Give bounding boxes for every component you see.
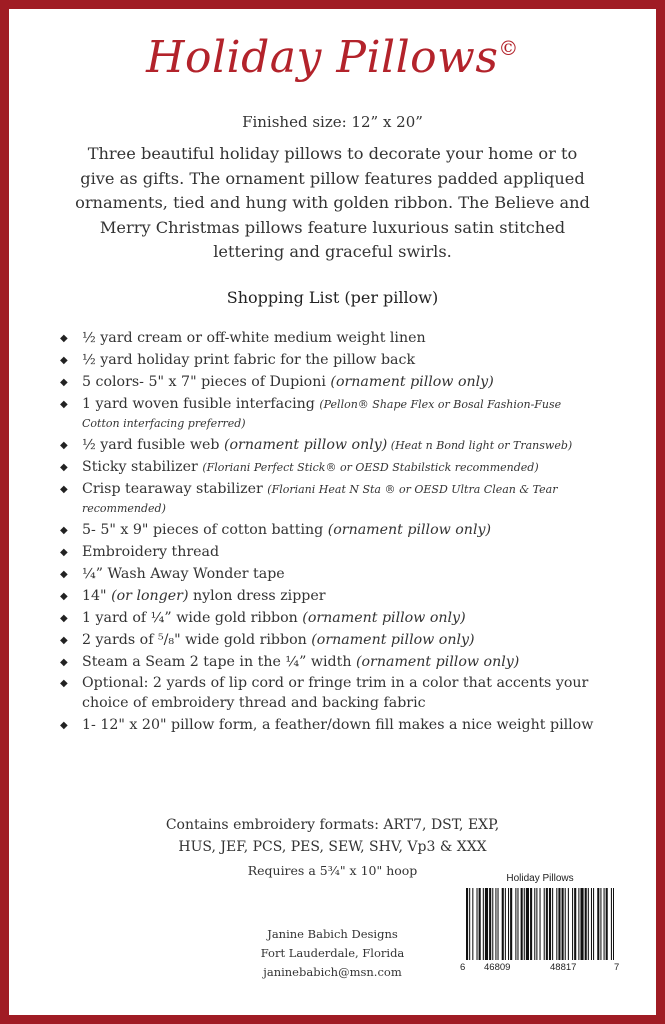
list-item — [60, 565, 600, 585]
item-text: Optional: 2 yards of lip cord or fringe trim in a color that accents your choice of embroidery thread and backing fabric — [82, 675, 589, 711]
barcode-digit-group-2: 48817 — [550, 962, 577, 973]
bullet-icon: ◆ — [60, 333, 68, 344]
bullet-icon: ◆ — [60, 678, 68, 690]
item-emphasis: (ornament pillow only) — [330, 373, 494, 390]
bullet-icon: ◆ — [60, 354, 68, 366]
description: Three beautiful holiday pillows to decorate your home or to give as gifts. The ornament pillow features padded appliqued ornaments, tied and hung with golden ribbon. The Believe and Merry Christmas pillows feature luxurious satin stitched lettering and graceful swirls. — [75, 144, 590, 261]
barcode-digit-4: 7 — [614, 962, 620, 973]
item-text: 5- 5" x 9" pieces of cotton batting — [82, 522, 328, 539]
barcode-bar — [613, 888, 614, 960]
item-note: (Pellon® Shape Flex or Bosal Fashion-Fuse Cotton interfacing preferred) — [82, 397, 562, 431]
barcode-bar — [588, 888, 589, 960]
barcode-bar — [536, 888, 537, 960]
barcode-bar — [540, 888, 541, 960]
list-item — [60, 543, 600, 563]
barcode-bar — [502, 888, 504, 960]
barcode-bar — [515, 888, 516, 960]
bullet-icon: ◆ — [60, 547, 68, 559]
list-item — [60, 480, 600, 519]
barcode-bar — [526, 888, 529, 960]
hoop-requirement: Requires a 5¾" x 10" hoop — [247, 863, 418, 878]
list-item — [60, 674, 600, 713]
barcode — [462, 870, 618, 985]
list-item — [60, 653, 600, 673]
list-item — [60, 351, 600, 371]
item-text: ¼” Wash Away Wonder tape — [82, 566, 285, 583]
barcode-bar — [530, 888, 532, 960]
item-text: Crisp tearaway stabilizer — [82, 480, 268, 497]
list-item — [60, 436, 600, 456]
barcode-bar — [568, 888, 569, 960]
list-item — [60, 631, 600, 651]
item-text: Embroidery thread — [82, 544, 220, 561]
item-note: (Heat n Bond light or Transweb) — [387, 439, 573, 453]
barcode-bar — [611, 888, 612, 960]
barcode-bar — [546, 888, 548, 960]
item-text: 5 colors- 5" x 7" pieces of Dupioni — [82, 373, 331, 390]
barcode-bar — [521, 888, 523, 960]
item-emphasis: (ornament pillow only) — [355, 653, 520, 670]
barcode-bar — [498, 888, 499, 960]
copyright-mark: © — [498, 36, 519, 60]
bullet-icon: ◆ — [60, 461, 68, 473]
barcode-bar — [578, 888, 579, 960]
formats-line-2: HUS, JEF, PCS, PES, SEW, SHV, Vp3 & XXX — [178, 839, 487, 855]
barcode-bar — [552, 888, 553, 960]
item-text: Sticky stabilizer — [82, 458, 203, 475]
item-emphasis: (ornament pillow only) — [311, 631, 475, 648]
bullet-icon: ◆ — [60, 656, 68, 668]
bullet-icon: ◆ — [60, 569, 68, 581]
barcode-bar — [472, 888, 473, 960]
barcode-bar — [585, 888, 587, 960]
barcode-bar — [558, 888, 560, 960]
barcode-bar — [572, 888, 573, 960]
list-item — [60, 587, 600, 607]
barcode-bar — [562, 888, 564, 960]
barcode-bar — [534, 888, 535, 960]
barcode-bar — [479, 888, 481, 960]
bullet-icon: ◆ — [60, 719, 68, 731]
barcode-bar — [580, 888, 583, 960]
item-text-after: nylon dress zipper — [188, 587, 326, 604]
item-text: 14" — [82, 587, 112, 604]
item-text: 2 yards of ⁵/₈" wide gold ribbon — [82, 631, 312, 648]
barcode-bar — [489, 888, 491, 960]
item-text: 1 yard of ¼” wide gold ribbon — [82, 609, 303, 626]
item-text: 1 yard woven fusible interfacing — [82, 395, 320, 412]
item-emphasis: (ornament pillow only) — [223, 437, 388, 454]
barcode-bar — [565, 888, 566, 960]
barcode-bar — [505, 888, 506, 960]
designer-location: Fort Lauderdale, Florida — [260, 946, 405, 960]
barcode-bar — [495, 888, 496, 960]
barcode-bar — [574, 888, 576, 960]
list-item — [60, 395, 600, 434]
barcode-bar — [517, 888, 518, 960]
barcode-bar — [469, 888, 470, 960]
barcode-bars — [466, 888, 614, 960]
barcode-bar — [544, 888, 545, 960]
list-item — [60, 521, 600, 541]
bullet-icon: ◆ — [60, 590, 68, 602]
item-text: Steam a Seam 2 tape in the ¼” width — [82, 653, 356, 670]
barcode-digit-1: 6 — [460, 962, 466, 973]
barcode-bar — [466, 888, 468, 960]
item-text: ½ yard cream or off-white medium weight linen — [82, 330, 426, 346]
item-text: ½ yard fusible web — [82, 437, 224, 454]
designer-name: Janine Babich Designs — [267, 927, 398, 941]
item-emphasis: (ornament pillow only) — [302, 609, 466, 626]
page-title: Holiday Pillows© — [146, 32, 519, 83]
bullet-icon: ◆ — [60, 398, 68, 410]
item-emphasis: (or longer) — [111, 587, 189, 604]
item-note: (Floriani Heat N Sta ® or OESD Ultra Clean & Tear recommended) — [82, 482, 558, 516]
bullet-icon: ◆ — [60, 483, 68, 495]
shopping-list-heading: Shopping List (per pillow) — [226, 288, 439, 307]
barcode-bar — [593, 888, 594, 960]
barcode-bar — [597, 888, 599, 960]
barcode-bar — [508, 888, 509, 960]
barcode-bar — [492, 888, 493, 960]
bullet-icon: ◆ — [60, 376, 68, 388]
item-text: 1- 12" x 20" pillow form, a feather/down fill makes a nice weight pillow — [82, 716, 594, 733]
barcode-bar — [556, 888, 557, 960]
bullet-icon: ◆ — [60, 634, 68, 646]
designer-info — [225, 925, 440, 982]
list-item — [60, 373, 600, 393]
list-item — [60, 609, 600, 629]
barcode-label: Holiday Pillows — [506, 873, 574, 884]
designer-email: janinebabich@msn.com — [263, 965, 402, 979]
bullet-icon: ◆ — [60, 440, 68, 452]
barcode-bar — [600, 888, 601, 960]
item-note: (Floriani Perfect Stick® or OESD Stabilstick recommended) — [202, 460, 539, 474]
barcode-bar — [524, 888, 525, 960]
barcode-bar — [510, 888, 512, 960]
list-item — [60, 458, 600, 478]
item-text: ½ yard holiday print fabric for the pillow back — [82, 351, 416, 368]
barcode-bar — [606, 888, 608, 960]
barcode-bar — [591, 888, 592, 960]
finished-size: Finished size: 12” x 20” — [242, 113, 423, 131]
barcode-bar — [549, 888, 551, 960]
shopping-list — [60, 329, 600, 738]
barcode-bar — [483, 888, 484, 960]
barcode-bar — [477, 888, 478, 960]
formats-line-1: Contains embroidery formats: ART7, DST, EXP, — [165, 817, 500, 833]
list-item — [60, 716, 600, 736]
barcode-bar — [604, 888, 605, 960]
bullet-icon: ◆ — [60, 612, 68, 624]
barcode-bar — [485, 888, 488, 960]
barcode-digit-group-1: 46809 — [484, 962, 511, 973]
list-item — [60, 329, 600, 349]
bullet-icon: ◆ — [60, 525, 68, 537]
embroidery-formats — [0, 814, 665, 858]
item-emphasis: (ornament pillow only) — [327, 522, 492, 539]
